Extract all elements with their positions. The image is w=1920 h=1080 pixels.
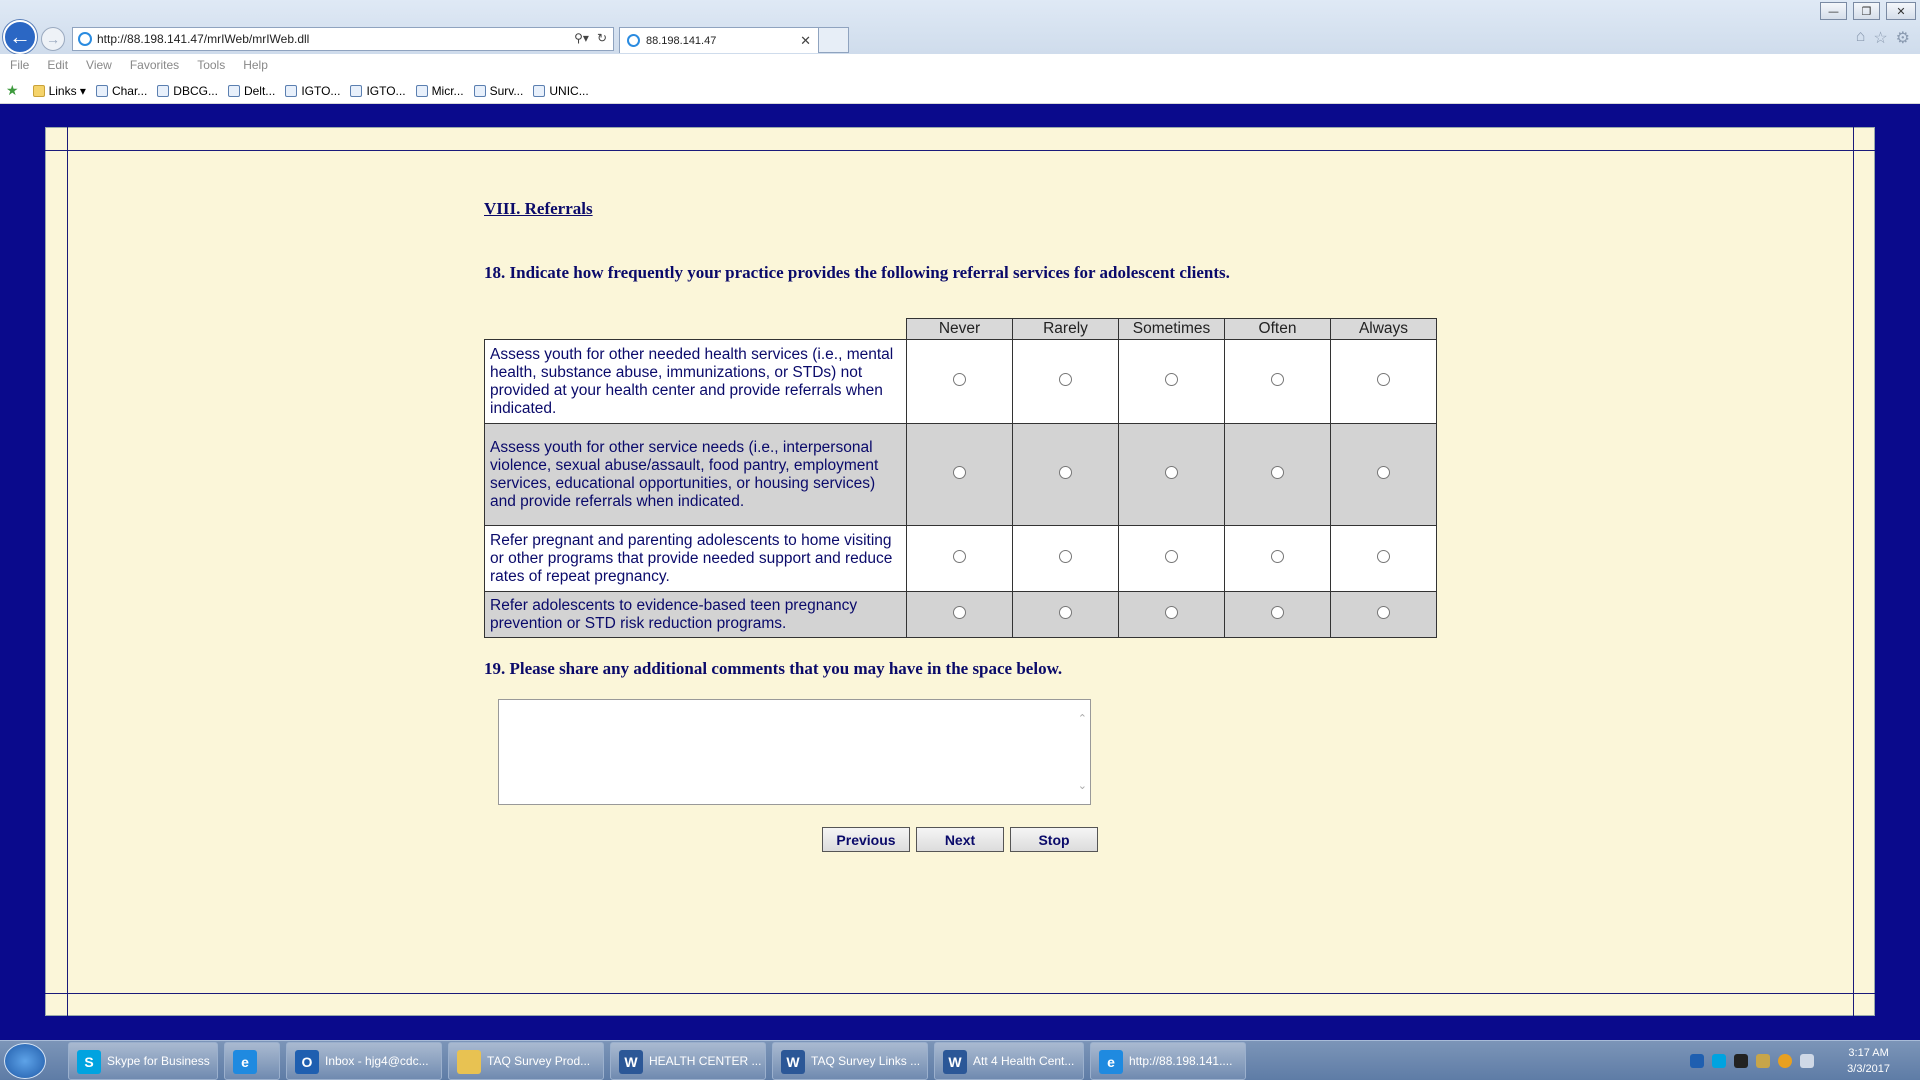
radio-often[interactable] [1271,466,1284,479]
word-icon: W [781,1050,805,1074]
start-button[interactable] [4,1043,46,1079]
radio-rarely[interactable] [1059,373,1072,386]
col-always: Always [1331,319,1437,340]
radio-never[interactable] [953,466,966,479]
settings-gear-icon[interactable]: ⚙ [1895,30,1910,47]
grid-row [485,592,1437,638]
menu-bar [0,54,1920,76]
radio-never[interactable] [953,373,966,386]
menu-help[interactable]: Help [243,58,268,72]
col-never: Never [907,319,1013,340]
address-bar[interactable] [72,27,614,51]
col-rarely: Rarely [1013,319,1119,340]
grid-corner [485,319,907,340]
network-tray-icon[interactable] [1756,1054,1770,1068]
menu-file[interactable]: File [10,58,30,72]
page-icon [78,32,92,46]
radio-sometimes[interactable] [1165,373,1178,386]
browser-tab[interactable] [619,27,819,53]
toolbar-right [1856,28,1910,48]
fav-item[interactable]: DBCG... [157,84,218,98]
new-tab-button[interactable] [819,27,849,53]
word-icon: W [619,1050,643,1074]
row-label: Refer adolescents to evidence-based teen pregnancy prevention or STD risk reduction programs. [485,592,907,638]
tab-title: 88.198.141.47 [646,34,717,47]
restore-button[interactable]: ❐ [1853,2,1880,20]
skype-tray-icon[interactable] [1712,1054,1726,1068]
taskbar [0,1040,1920,1080]
menu-view[interactable]: View [86,58,112,72]
outlook-tray-icon[interactable] [1690,1054,1704,1068]
radio-rarely[interactable] [1059,466,1072,479]
radio-rarely[interactable] [1059,606,1072,619]
radio-sometimes[interactable] [1165,606,1178,619]
radio-always[interactable] [1377,466,1390,479]
taskbar-folder[interactable]: TAQ Survey Prod... [448,1042,604,1080]
comments-textarea[interactable] [498,699,1091,805]
search-icon[interactable]: ⚲▾ [574,31,589,45]
close-window-button[interactable]: ✕ [1886,2,1916,20]
clock[interactable] [1847,1045,1890,1077]
fav-item[interactable]: Char... [96,84,147,98]
question-19: 19. Please share any additional comments that you may have in the space below. [484,659,1063,678]
taskbar-word-2[interactable]: W TAQ Survey Links ... [772,1042,928,1080]
ie-icon: e [233,1050,257,1074]
fav-item[interactable]: Micr... [416,84,464,98]
close-tab-icon[interactable]: ✕ [800,33,811,48]
question-18: 18. Indicate how frequently your practice provides the following referral services for adolescent clients. [484,263,1230,282]
tab-page-icon [627,34,640,47]
radio-often[interactable] [1271,606,1284,619]
clock-date: 3/3/2017 [1847,1063,1890,1075]
ie-icon: e [1099,1050,1123,1074]
volume-tray-icon[interactable] [1800,1054,1814,1068]
favorites-bar [0,78,1920,104]
taskbar-skype[interactable]: S Skype for Business [68,1042,218,1080]
home-icon[interactable]: ⌂ [1855,28,1866,45]
clock-time: 3:17 AM [1848,1047,1889,1059]
col-often: Often [1225,319,1331,340]
stop-button[interactable]: Stop [1010,827,1098,852]
frame-line [67,127,68,1016]
taskbar-outlook[interactable]: O Inbox - hjg4@cdc... [286,1042,442,1080]
forward-icon[interactable]: → [41,27,65,51]
minimize-button[interactable]: — [1820,2,1847,20]
favorites-add-icon[interactable]: ★ [6,82,19,98]
radio-rarely[interactable] [1059,550,1072,563]
taskbar-ie-window[interactable]: e http://88.198.141.... [1090,1042,1246,1080]
taskbar-word-1[interactable]: W HEALTH CENTER ... [610,1042,766,1080]
radio-always[interactable] [1377,550,1390,563]
radio-sometimes[interactable] [1165,466,1178,479]
system-tray [1690,1041,1920,1080]
app-tray-icon[interactable] [1734,1054,1748,1068]
fav-links[interactable]: Links ▾ [33,84,86,98]
grid-row [485,526,1437,592]
refresh-icon[interactable]: ↻ [596,31,607,45]
menu-tools[interactable]: Tools [197,58,226,72]
scroll-up-icon[interactable]: ⌃ [1077,713,1087,725]
outlook-icon: O [295,1050,319,1074]
grid-header [485,319,1437,340]
update-tray-icon[interactable] [1778,1054,1792,1068]
word-icon: W [943,1050,967,1074]
radio-never[interactable] [953,606,966,619]
radio-always[interactable] [1377,606,1390,619]
col-sometimes: Sometimes [1119,319,1225,340]
menu-edit[interactable]: Edit [47,58,69,72]
frame-line [1853,127,1854,1016]
radio-always[interactable] [1377,373,1390,386]
browser-chrome [0,0,1920,104]
row-label: Assess youth for other needed health services (i.e., mental health, substance abuse, immunizations, or STDs) not provided at your health center and provide referrals when indicated. [485,340,907,424]
taskbar-word-3[interactable]: W Att 4 Health Cent... [934,1042,1084,1080]
taskbar-ie[interactable] [224,1042,280,1080]
skype-icon: S [77,1050,101,1074]
previous-button[interactable]: Previous [822,827,910,852]
next-button[interactable]: Next [916,827,1004,852]
section-title: VIII. Referrals [484,199,593,218]
scroll-down-icon[interactable]: ⌄ [1077,780,1087,792]
fav-item[interactable]: UNIC... [533,84,588,98]
radio-sometimes[interactable] [1165,550,1178,563]
grid-row [485,340,1437,424]
radio-never[interactable] [953,550,966,563]
radio-often[interactable] [1271,550,1284,563]
frequency-grid [484,318,1437,638]
fav-item[interactable]: IGTO... [285,84,340,98]
frame-line [45,993,1875,994]
favorites-star-icon[interactable]: ☆ [1873,30,1888,47]
grid-row [485,424,1437,526]
row-label: Refer pregnant and parenting adolescents to home visiting or other programs that provide needed support and reduce rates of repeat pregnancy. [485,526,907,592]
folder-icon [457,1050,481,1074]
frame-line [45,150,1875,151]
fav-item[interactable]: IGTO... [350,84,405,98]
radio-often[interactable] [1271,373,1284,386]
back-icon[interactable]: ← [3,20,37,54]
row-label: Assess youth for other service needs (i.e., interpersonal violence, sexual abuse/assault, food pantry, employment services, educational opportunities, or housing services) and provide referrals when indicated. [485,424,907,526]
fav-item[interactable]: Surv... [474,84,524,98]
menu-favorites[interactable]: Favorites [129,58,180,72]
address-url: http://88.198.141.47/mrIWeb/mrIWeb.dll [97,32,310,46]
textarea-scrollbar[interactable] [1072,700,1090,804]
fav-item[interactable]: Delt... [228,84,275,98]
